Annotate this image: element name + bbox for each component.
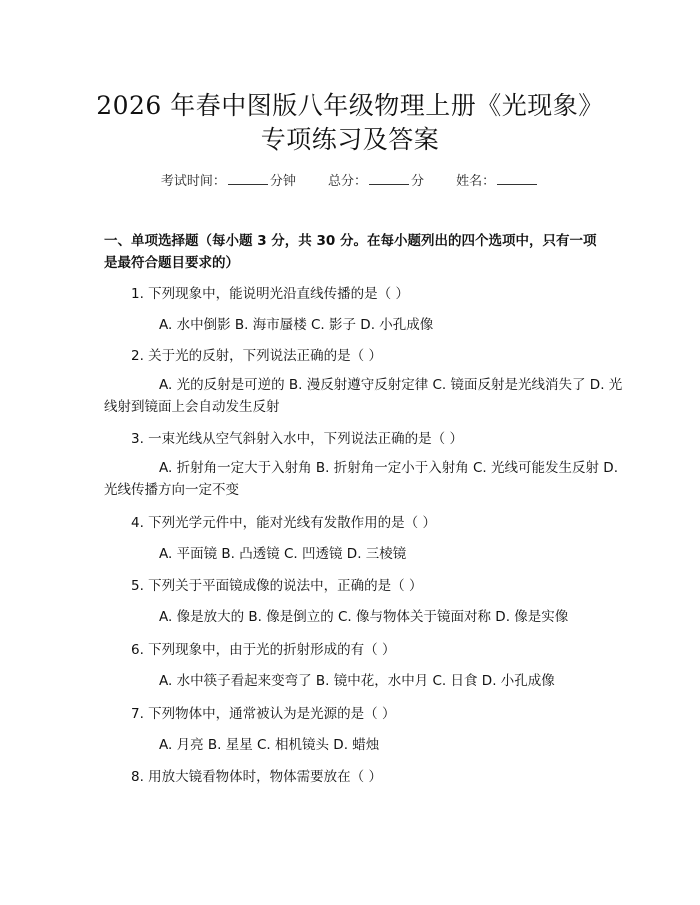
total-score-field [328,174,424,189]
question-stem: 6. 下列现象中，由于光的折射形成的有（ ） [131,642,396,658]
section-heading: 一、单项选择题（每小题 3 分，共 30 分。在每小题列出的四个选项中，只有一项是最符合题目要求的） [104,233,597,271]
question-stem: 1. 下列现象中，能说明光沿直线传播的是（ ） [131,286,409,302]
question-stem: 2. 关于光的反射，下列说法正确的是（ ） [131,348,382,364]
exam-time-label: 考试时间： [160,174,226,189]
question-options: A. 水中倒影 B. 海市蜃楼 C. 影子 D. 小孔成像 [159,317,434,333]
question-stem: 4. 下列光学元件中，能对光线有发散作用的是（ ） [131,515,436,531]
question-stem: 5. 下列关于平面镜成像的说法中，正确的是（ ） [131,578,423,594]
total-score-label: 总分： [327,174,367,189]
student-name-label: 姓名： [456,174,496,189]
exam-time-field [161,174,296,189]
document-title-line1: 2026 年春中图版八年级物理上册《光现象》 [96,91,604,120]
question-options: A. 平面镜 B. 凸透镜 C. 凹透镜 D. 三棱镜 [159,546,407,562]
question-options: A. 像是放大的 B. 像是倒立的 C. 像与物体关于镜面对称 D. 像是实像 [159,609,569,625]
exam-time-blank [228,173,268,185]
total-score-unit: 分 [411,174,425,189]
question-stem: 7. 下列物体中，通常被认为是光源的是（ ） [131,706,396,722]
question-options: A. 水中筷子看起来变弯了 B. 镜中花，水中月 C. 日食 D. 小孔成像 [159,673,555,689]
total-score-blank [369,173,409,185]
question-stem: 8. 用放大镜看物体时，物体需要放在（ ） [131,769,382,785]
exam-info-line [0,170,700,189]
question-options: A. 光的反射是可逆的 B. 漫反射遵守反射定律 C. 镜面反射是光线消失了 D. 光线射到镜面上会自动发生反射 [104,377,623,415]
question-options: A. 月亮 B. 星星 C. 相机镜头 D. 蜡烛 [159,737,380,753]
exam-time-unit: 分钟 [269,174,296,189]
question-options: A. 折射角一定大于入射角 B. 折射角一定小于入射角 C. 光线可能发生反射 D. 光线传播方向一定不变 [104,460,618,498]
document-title-line2: 专项练习及答案 [260,125,440,154]
student-name-blank [497,173,537,185]
question-stem: 3. 一束光线从空气斜射入水中，下列说法正确的是（ ） [131,431,463,447]
student-name-field [456,174,539,189]
